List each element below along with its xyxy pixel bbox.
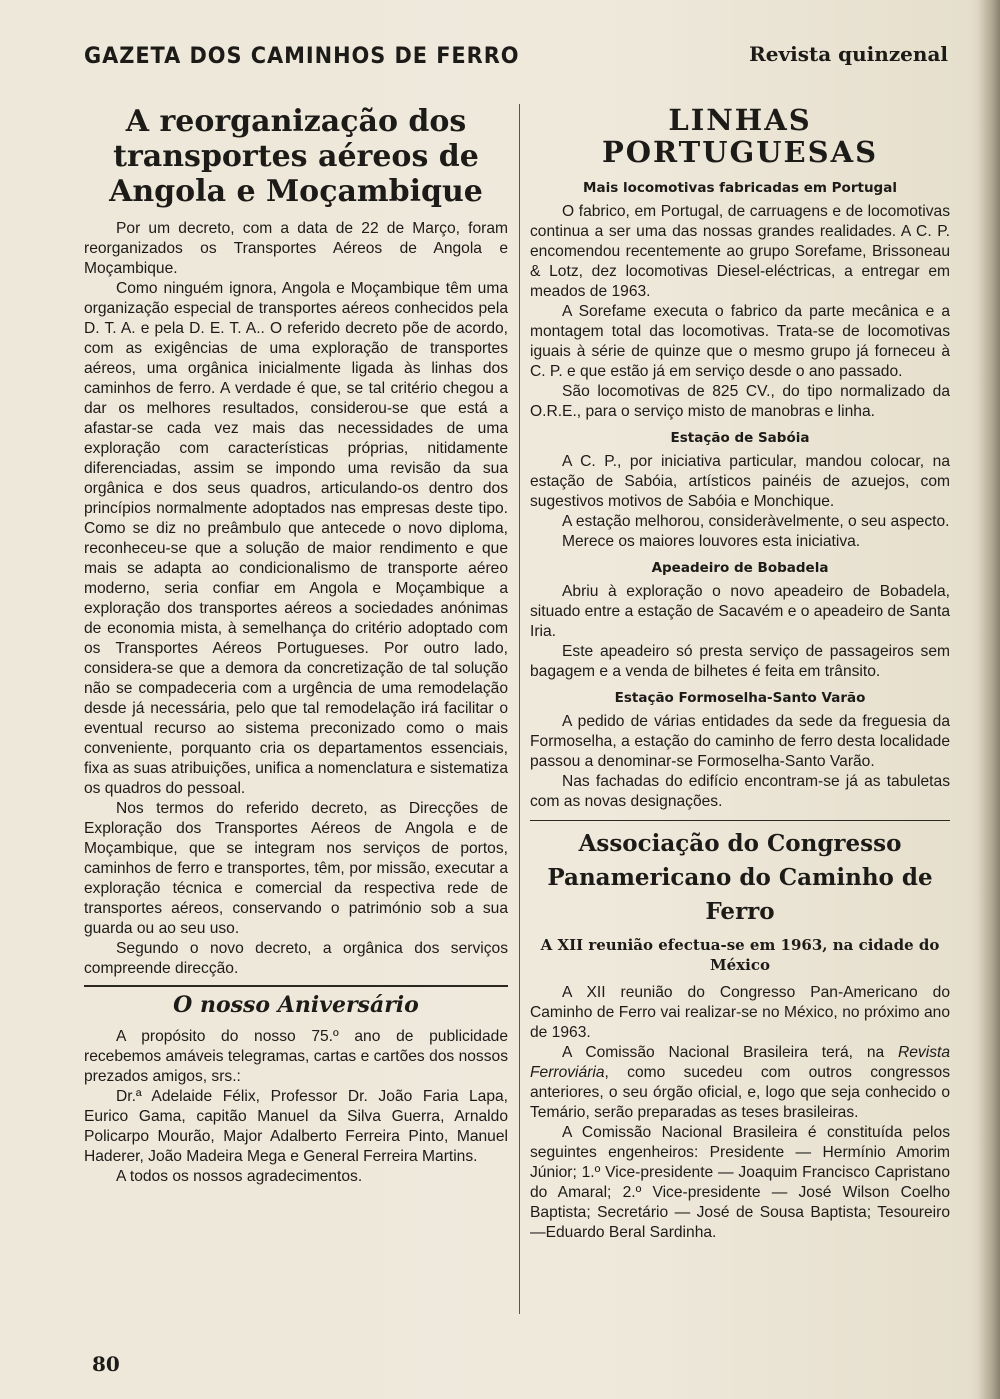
subheading: Estação Formoselha-Santo Varão: [614, 690, 866, 706]
column-divider: [519, 104, 520, 1314]
italic-publication-name: Revista Ferroviária: [530, 1044, 950, 1081]
paragraph: A Sorefame executa o fabrico da parte mecânica e a montagem total das locomotivas. Trata-se de locomotivas iguais à série de quinze que o mesmo grupo já forneceu à C. P. e que estão já em serviço desde o ano passado.: [530, 303, 950, 380]
section-rule: [530, 820, 950, 821]
subheading: Mais locomotivas fabricadas em Portugal: [583, 180, 897, 196]
paragraph: Como ninguém ignora, Angola e Moçambique têm uma organização especial de transportes aéreos conhecidos pela D. T. A. e pela D. E. T. A.. O referido decreto põe de acordo, com as exigências de uma exploração de transportes aéreos, uma orgânica inicialmente ligada às linhas dos caminhos de ferro. A verdade é que, se tal critério chegou a dar os melhores resultados, considerou-se que está a afastar-se cada vez mais das necessidades de uma exploração com características próprias, nitidamente diferenciadas, assim se impondo uma revisão da sua orgânica e dos seus quadros, articulando-os dentro dos princípios normalmente adoptados nas empresas deste tipo. Como se diz no preâmbulo que antecede o novo diploma, reconheceu-se que a solução de maior rendimento e que mais se adapta ao condicionalismo de transporte aéreo moderno, seria confiar em Angola e Moçambique a exploração dos transportes aéreos a sociedades anónimas de economia mista, à semelhança do critério adoptado com os Transportes Aéreos Portugueses. Por outro lado, considera-se que a demora da concretização de tal solução não se compadeceria com a urgência de uma remodelação desde já necessária, pelo que tal remodelação irá facilitar o eventual recurso ao sistema preconizado como o mais conveniente, porquanto cria os departamentos essenciais, fixa as suas atribuições, unifica a nomenclatura e sistematiza os quadros do pessoal.: [84, 280, 508, 797]
paragraph: Abriu à exploração o novo apeadeiro de Bobadela, situado entre a estação de Sacavém e o apeadeiro de Santa Iria.: [530, 583, 950, 640]
text-run: , como sucedeu com outros congressos anteriores, o seu órgão oficial, e, logo que seja conhecido o Temário, serão preparadas as teses brasileiras.: [530, 1064, 950, 1121]
page-spine-shadow: [978, 0, 1000, 1399]
article-title-congresso: Associação do Congresso Panamericano do Caminho de Ferro: [547, 830, 933, 925]
paragraph: Merece os maiores louvores esta iniciativa.: [562, 533, 861, 550]
paragraph: A Comissão Nacional Brasileira é constituída pelos seguintes engenheiros: Presidente — Hermínio Amorim Júnior; 1.º Vice-presidente — Joaquim Francisco Capristano do Amaral; 2.º Vice-presidente — José Wilson Coelho Baptista; Secretário — José de Sousa Baptista; Tesoureiro—Eduardo Beral Sardinha.: [530, 1124, 950, 1241]
paragraph: Este apeadeiro só presta serviço de passageiros sem bagagem e a venda de bilhetes é feita em trânsito.: [530, 643, 950, 680]
paragraph: [530, 1043, 950, 1123]
subheading: Estação de Sabóia: [670, 430, 810, 446]
section-title-linhas: LINHAS PORTUGUESAS: [601, 103, 879, 169]
article-title-angola: A reorganização dos transportes aéreos de Angola e Moçambique: [109, 104, 483, 209]
paragraph: A estação melhorou, consideràvelmente, o seu aspecto.: [562, 513, 950, 530]
article-subtitle-congresso: A XII reunião efectua-se em 1963, na cidade do México: [540, 936, 940, 974]
running-header-subtitle: Revista quinzenal: [749, 42, 948, 66]
right-column: [530, 104, 950, 1243]
paragraph: Nas fachadas do edifício encontram-se já as tabuletas com as novas designações.: [530, 773, 950, 810]
paragraph: A XII reunião do Congresso Pan-Americano do Caminho de Ferro vai realizar-se no México, no próximo ano de 1963.: [530, 984, 950, 1041]
aniversario-title: O nosso Aniversário: [173, 992, 419, 1018]
paragraph: Nos termos do referido decreto, as Direcções de Exploração dos Transportes Aéreos de Angola e de Moçambique, que se integram nos serviços de portos, caminhos de ferro e transportes, têm, por missão, executar a exploração técnica e comercial da respectiva rede de transportes aéreos, conservando o património sob a sua guarda ou ao seu uso.: [84, 800, 508, 937]
paragraph: A propósito do nosso 75.º ano de publicidade recebemos amáveis telegramas, cartas e cartões dos nossos prezados amigos, srs.:: [84, 1028, 508, 1085]
running-header-title: GAZETA DOS CAMINHOS DE FERRO: [84, 44, 520, 69]
paragraph: Dr.ª Adelaide Félix, Professor Dr. João Faria Lapa, Eurico Gama, capitão Manuel da Silva Guerra, Arnaldo Policarpo Mourão, Major Adalberto Ferreira Pinto, Manuel Haderer, João Madeira Mega e General Ferreira Martins.: [84, 1088, 508, 1165]
subheading: Apeadeiro de Bobadela: [651, 560, 829, 576]
paragraph: O fabrico, em Portugal, de carruagens e de locomotivas continua a ser uma das nossas grandes realidades. A C. P. encomendou recentemente ao grupo Sorefame, Brissoneau & Lotz, dez locomotivas Diesel-eléctricas, a entregar em meados de 1963.: [530, 203, 950, 300]
left-column: [84, 104, 508, 1187]
section-rule: [84, 985, 508, 987]
text-run: A Comissão Nacional Brasileira terá, na: [562, 1044, 898, 1061]
paragraph: São locomotivas de 825 CV., do tipo normalizado da O.R.E., para o serviço misto de manobras e linha.: [530, 383, 950, 420]
page-number: 80: [92, 1352, 120, 1376]
paragraph: Por um decreto, com a data de 22 de Março, foram reorganizados os Transportes Aéreos de Angola e Moçambique.: [84, 220, 508, 277]
paragraph: A C. P., por iniciativa particular, mandou colocar, na estação de Sabóia, artísticos painéis de azuejos, com sugestivos motivos de Sabóia e Monchique.: [530, 453, 950, 510]
paragraph: A pedido de várias entidades da sede da freguesia da Formoselha, a estação do caminho de ferro desta localidade passou a denominar-se Formoselha-Santo Varão.: [530, 713, 950, 770]
paragraph: Segundo o novo decreto, a orgânica dos serviços compreende direcção.: [84, 940, 508, 977]
paragraph: A todos os nossos agradecimentos.: [116, 1168, 363, 1185]
